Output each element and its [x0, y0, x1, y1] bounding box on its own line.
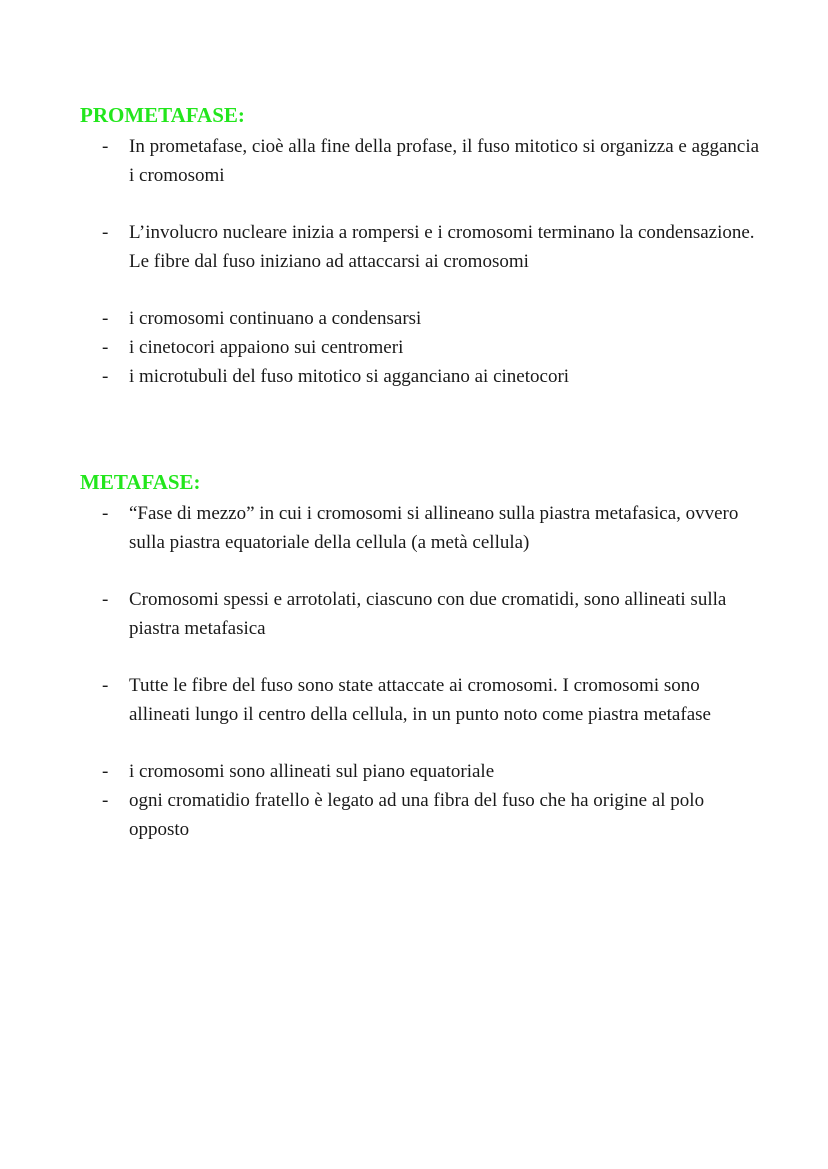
list-item-text: i cromosomi sono allineati sul piano equatoriale — [129, 761, 495, 782]
list-item — [80, 362, 760, 391]
bullet-dash: - — [102, 366, 109, 387]
bullet-dash: - — [102, 337, 109, 358]
prometafase-list — [80, 132, 760, 391]
list-item — [80, 757, 760, 786]
list-item-text: Cromosomi spessi e arrotolati, ciascuno con due cromatidi, sono allineati sulla piastra metafasica — [129, 589, 727, 639]
list-item — [80, 585, 760, 643]
list-item-text: i microtubuli del fuso mitotico si agganciano ai cinetocori — [129, 366, 570, 387]
list-item-text: “Fase di mezzo” in cui i cromosomi si allineano sulla piastra metafasica, ovvero sulla piastra equatoriale della cellula (a metà cellula) — [129, 503, 739, 553]
bullet-dash: - — [102, 675, 109, 696]
bullet-dash: - — [102, 222, 109, 243]
bullet-dash: - — [102, 136, 109, 157]
list-item — [80, 671, 760, 729]
bullet-dash: - — [102, 503, 109, 524]
list-item — [80, 218, 760, 276]
prometafase-section — [80, 101, 760, 391]
list-item-text: L’involucro nucleare inizia a rompersi e i cromosomi terminano la condensazione. Le fibre dal fuso iniziano ad attaccarsi ai cromosomi — [129, 222, 755, 272]
bullet-dash: - — [102, 308, 109, 329]
metafase-section — [80, 468, 760, 844]
list-item-text: i cinetocori appaiono sui centromeri — [129, 337, 404, 358]
list-item — [80, 786, 760, 844]
list-item — [80, 304, 760, 333]
list-item — [80, 333, 760, 362]
list-item-text: Tutte le fibre del fuso sono state attaccate ai cromosomi. I cromosomi sono allineati lungo il centro della cellula, in un punto noto come piastra metafase — [129, 675, 711, 725]
list-item-text: ogni cromatidio fratello è legato ad una fibra del fuso che ha origine al polo opposto — [129, 790, 705, 840]
bullet-dash: - — [102, 790, 109, 811]
metafase-heading: METAFASE: — [80, 470, 201, 494]
list-item — [80, 132, 760, 190]
metafase-list — [80, 499, 760, 844]
bullet-dash: - — [102, 589, 109, 610]
prometafase-heading: PROMETAFASE: — [80, 103, 245, 127]
list-item-text: i cromosomi continuano a condensarsi — [129, 308, 422, 329]
list-item-text: In prometafase, cioè alla fine della profase, il fuso mitotico si organizza e aggancia i cromosomi — [129, 136, 760, 186]
bullet-dash: - — [102, 761, 109, 782]
list-item — [80, 499, 760, 557]
